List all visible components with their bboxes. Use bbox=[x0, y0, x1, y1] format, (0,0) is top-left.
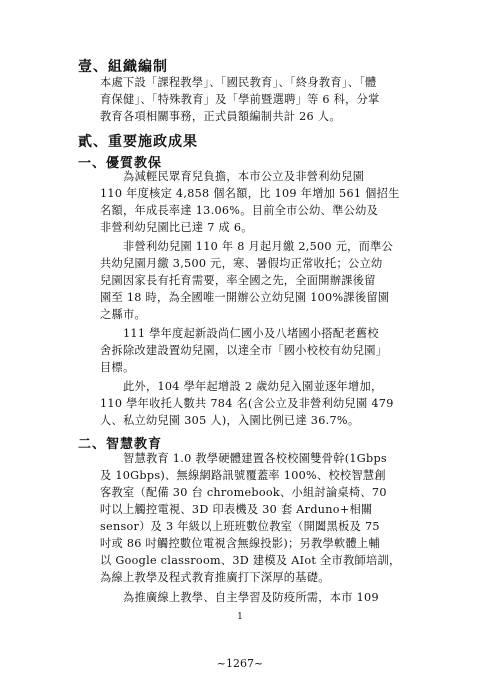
section-heading-organization: 壹、組織編制 bbox=[78, 59, 168, 75]
body-line: 此外，104 學年起增設 2 歲幼兒入園並逐年增加， bbox=[123, 380, 383, 393]
body-line: 非營利幼兒園比已達 7 成 6。 bbox=[100, 221, 253, 234]
body-line: 本處下設「課程教學」、「國民教育」、「終身教育」、「體 bbox=[100, 76, 377, 89]
body-line: 育保健」、「特殊教育」及「學前暨選聘」等 6 科，分掌 bbox=[100, 93, 380, 106]
body-line: 人、私立幼兒園 305 人)，入園比例已達 36.7%。 bbox=[100, 414, 360, 427]
body-line: 及 10Gbps)、無線網路訊號覆蓋率 100%、校校智慧創 bbox=[100, 469, 386, 482]
body-line: 客教室（配備 30 台 chromebook、小組討論桌椅、70 bbox=[100, 486, 387, 499]
body-line: 智慧教育 1.0 教學硬體建置各校校園雙骨幹(1Gbps bbox=[123, 452, 387, 465]
body-line: 吋以上觸控電視、3D 印表機及 30 套 Arduno+相關 bbox=[100, 503, 373, 516]
body-line: 共幼兒園月繳 3,500 元，寒、暑假均正常收托；公立幼 bbox=[100, 257, 383, 270]
body-line: 110 年度核定 4,858 個名額，比 109 年增加 561 個招生 bbox=[100, 187, 400, 200]
body-line: sensor）及 3 年級以上班班數位教室（開闔黑板及 75 bbox=[100, 520, 380, 533]
body-line: 名額，年成長率達 13.06%。目前全市公幼、準公幼及 bbox=[100, 204, 379, 217]
subsection-heading-smart-education: 二、智慧教育 bbox=[78, 437, 163, 452]
body-line: 111 學年度起新設尚仁國小及八堵國小搭配老舊校 bbox=[123, 327, 379, 340]
subsection-heading-preschool: 一、優質教保 bbox=[78, 156, 163, 171]
body-line: 為線上教學及程式教育推廣打下深厚的基礎。 bbox=[100, 571, 330, 584]
body-line: 舍拆除改建設置幼兒園，以達全市「國小校校有幼兒園」 bbox=[100, 344, 388, 357]
body-line: 110 學年收托人數共 784 名(含公立及非營利幼兒園 479 bbox=[100, 397, 394, 410]
body-line: 為推廣線上教學、自主學習及防疫所需，本市 109 bbox=[123, 591, 379, 604]
body-line: 之縣市。 bbox=[100, 308, 146, 321]
body-line: 吋或 86 吋觸控數位電視含無線投影)；另教學軟體上輔 bbox=[100, 537, 380, 550]
body-line: 非營利幼兒園 110 年 8 月起月繳 2,500 元，而準公 bbox=[123, 240, 394, 253]
page-number: 1 bbox=[237, 612, 243, 622]
body-line: 目標。 bbox=[100, 361, 135, 374]
body-line: 兒園因家長有托育需要，率全國之先，全面開辦課後留 bbox=[100, 274, 376, 287]
body-line: 為減輕民眾育兒負擔，本市公立及非營利幼兒園 bbox=[123, 170, 365, 183]
footer-page-label: ~1267~ bbox=[216, 657, 264, 670]
body-line: 教育各項相關事務，正式員額編制共計 26 人。 bbox=[100, 110, 341, 123]
body-line: 園至 18 時，為全國唯一開辦公立幼兒園 100%課後留園 bbox=[100, 291, 390, 304]
body-line: 以 Google classroom、3D 建模及 AIot 全市教師培訓， bbox=[100, 554, 401, 567]
section-heading-achievements: 貳、重要施政成果 bbox=[78, 134, 198, 150]
